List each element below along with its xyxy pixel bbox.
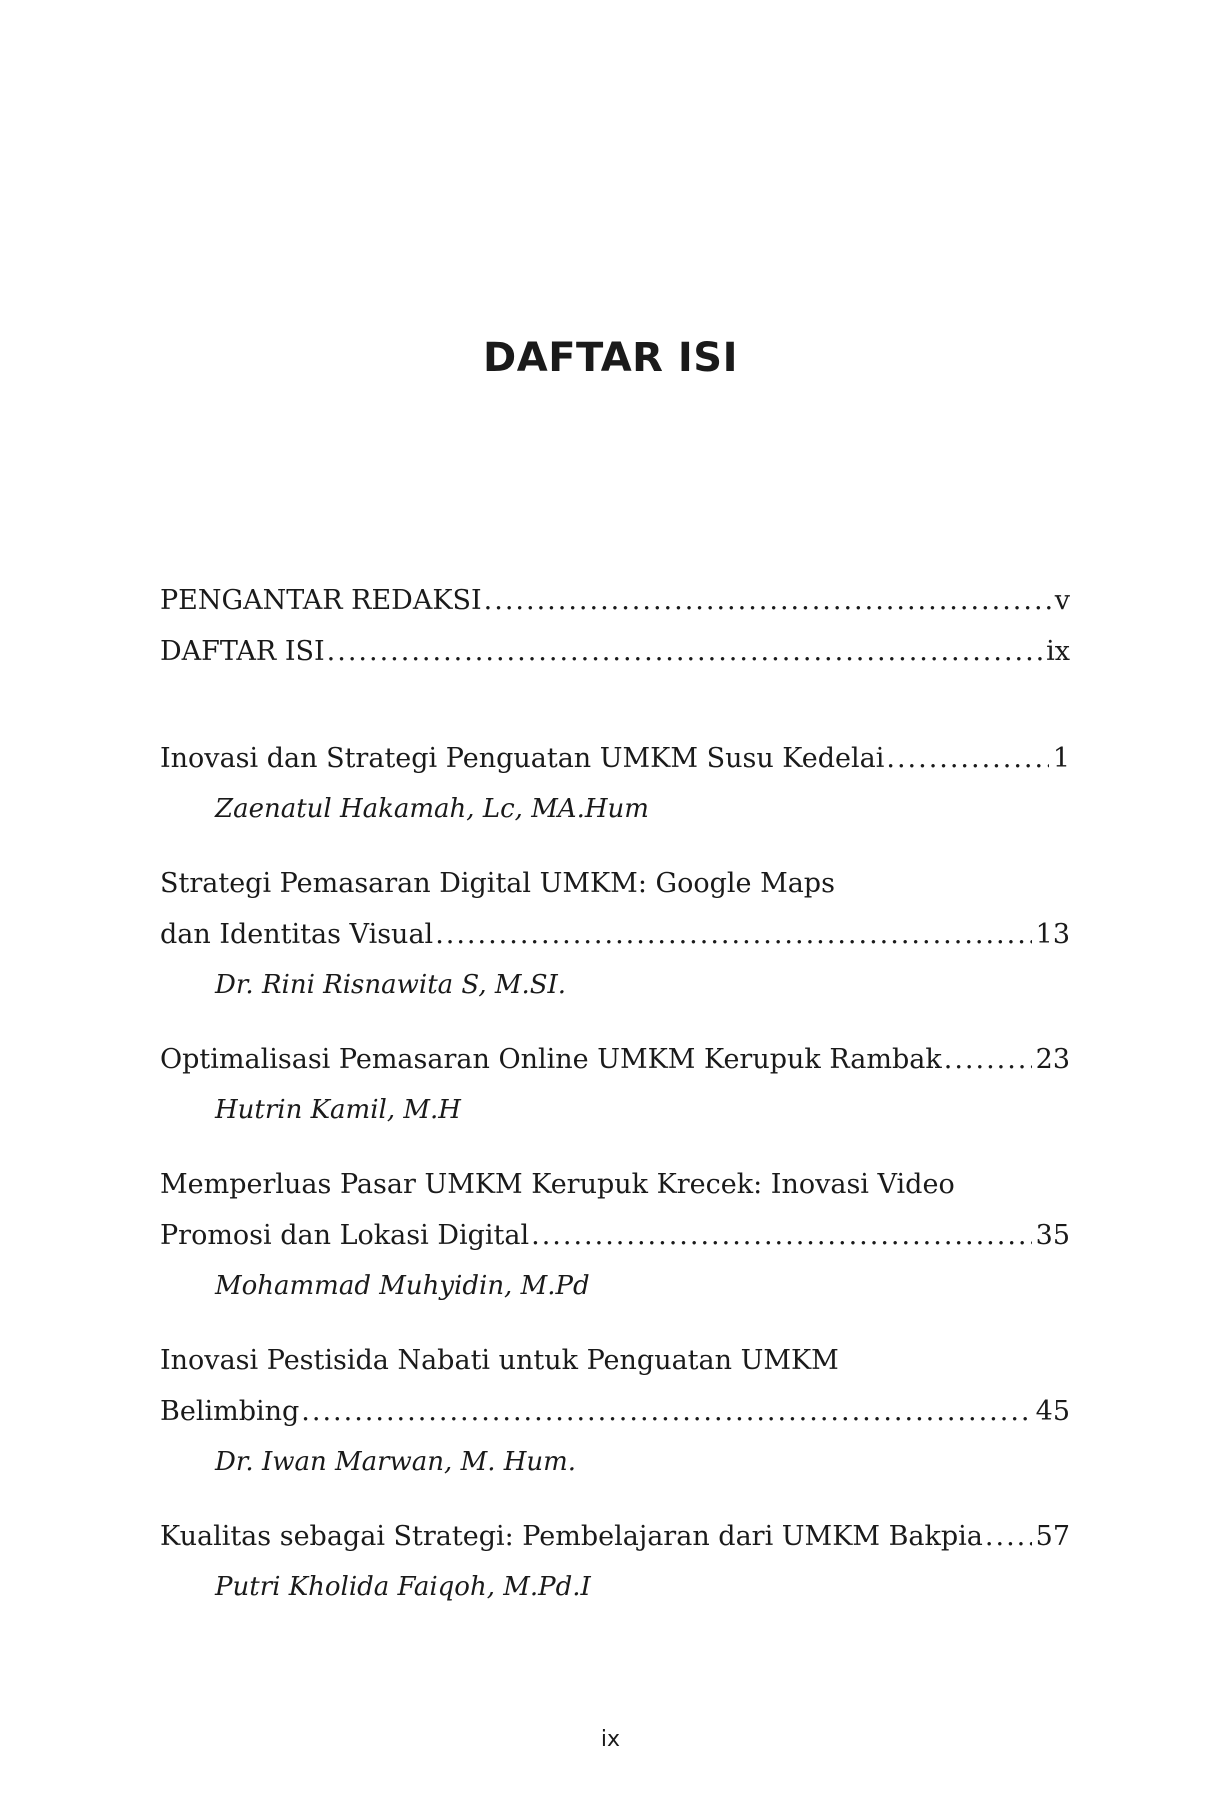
dot-leader <box>484 575 1051 626</box>
page-number-footer: ix <box>600 1727 621 1752</box>
table-of-contents <box>160 575 1070 1613</box>
toc-page-number: 35 <box>1035 1220 1070 1251</box>
toc-entry-title: Memperluas Pasar UMKM Kerupuk Krecek: Inovasi Video <box>160 1169 955 1200</box>
toc-page-number: 45 <box>1035 1396 1070 1427</box>
toc-entry-author: Dr. Iwan Marwan, M. Hum. <box>215 1447 577 1477</box>
toc-entry <box>160 1034 1070 1136</box>
dot-leader <box>531 1210 1032 1261</box>
page-title: DAFTAR ISI <box>483 335 738 381</box>
toc-entry <box>160 1159 1070 1312</box>
toc-entry-title-continued: dan Identitas Visual <box>160 919 434 950</box>
toc-entry-title-continued: Belimbing <box>160 1396 300 1427</box>
toc-entry-title: Strategi Pemasaran Digital UMKM: Google Maps <box>160 868 835 899</box>
toc-entry <box>160 733 1070 835</box>
toc-entry-title: Kualitas sebagai Strategi: Pembelajaran dari UMKM Bakpia <box>160 1521 983 1552</box>
toc-entry-line <box>160 733 1070 784</box>
toc-entry-title: DAFTAR ISI <box>160 636 325 667</box>
toc-entry-title: PENGANTAR REDAKSI <box>160 585 482 616</box>
toc-entry-author: Mohammad Muhyidin, M.Pd <box>215 1271 590 1301</box>
toc-entry-title: Optimalisasi Pemasaran Online UMKM Kerupuk Rambak <box>160 1044 942 1075</box>
toc-entry-title: Inovasi Pestisida Nabati untuk Penguatan UMKM <box>160 1345 839 1376</box>
toc-front-matter-preface <box>160 575 1070 626</box>
toc-page-number: 23 <box>1035 1044 1070 1075</box>
dot-leader <box>944 1034 1032 1085</box>
toc-entry-author: Putri Kholida Faiqoh, M.Pd.I <box>215 1572 591 1602</box>
toc-page-number: 57 <box>1035 1521 1070 1552</box>
dot-leader <box>886 733 1048 784</box>
toc-entry <box>160 1511 1070 1613</box>
toc-page-number: 1 <box>1052 743 1070 774</box>
toc-entry-author: Zaenatul Hakamah, Lc, MA.Hum <box>215 794 649 824</box>
dot-leader <box>301 1386 1031 1437</box>
toc-entry-line <box>160 1386 1070 1437</box>
toc-entry-title: Inovasi dan Strategi Penguatan UMKM Susu Kedelai <box>160 743 885 774</box>
toc-entry-author: Hutrin Kamil, M.H <box>215 1095 461 1125</box>
toc-entry-line <box>160 909 1070 960</box>
toc-entry <box>160 858 1070 1011</box>
dot-leader <box>985 1511 1032 1562</box>
toc-front-matter-contents <box>160 626 1070 677</box>
dot-leader <box>435 909 1031 960</box>
toc-page-number: ix <box>1046 636 1070 667</box>
toc-entry <box>160 1335 1070 1488</box>
toc-entry-line <box>160 1511 1070 1562</box>
toc-entry-title-continued: Promosi dan Lokasi Digital <box>160 1220 530 1251</box>
toc-entry-line <box>160 1034 1070 1085</box>
toc-page-number: 13 <box>1035 919 1070 950</box>
toc-entry-author: Dr. Rini Risnawita S, M.SI. <box>215 970 567 1000</box>
dot-leader <box>327 626 1042 677</box>
toc-entry-line <box>160 1210 1070 1261</box>
toc-page-number: v <box>1054 585 1070 616</box>
